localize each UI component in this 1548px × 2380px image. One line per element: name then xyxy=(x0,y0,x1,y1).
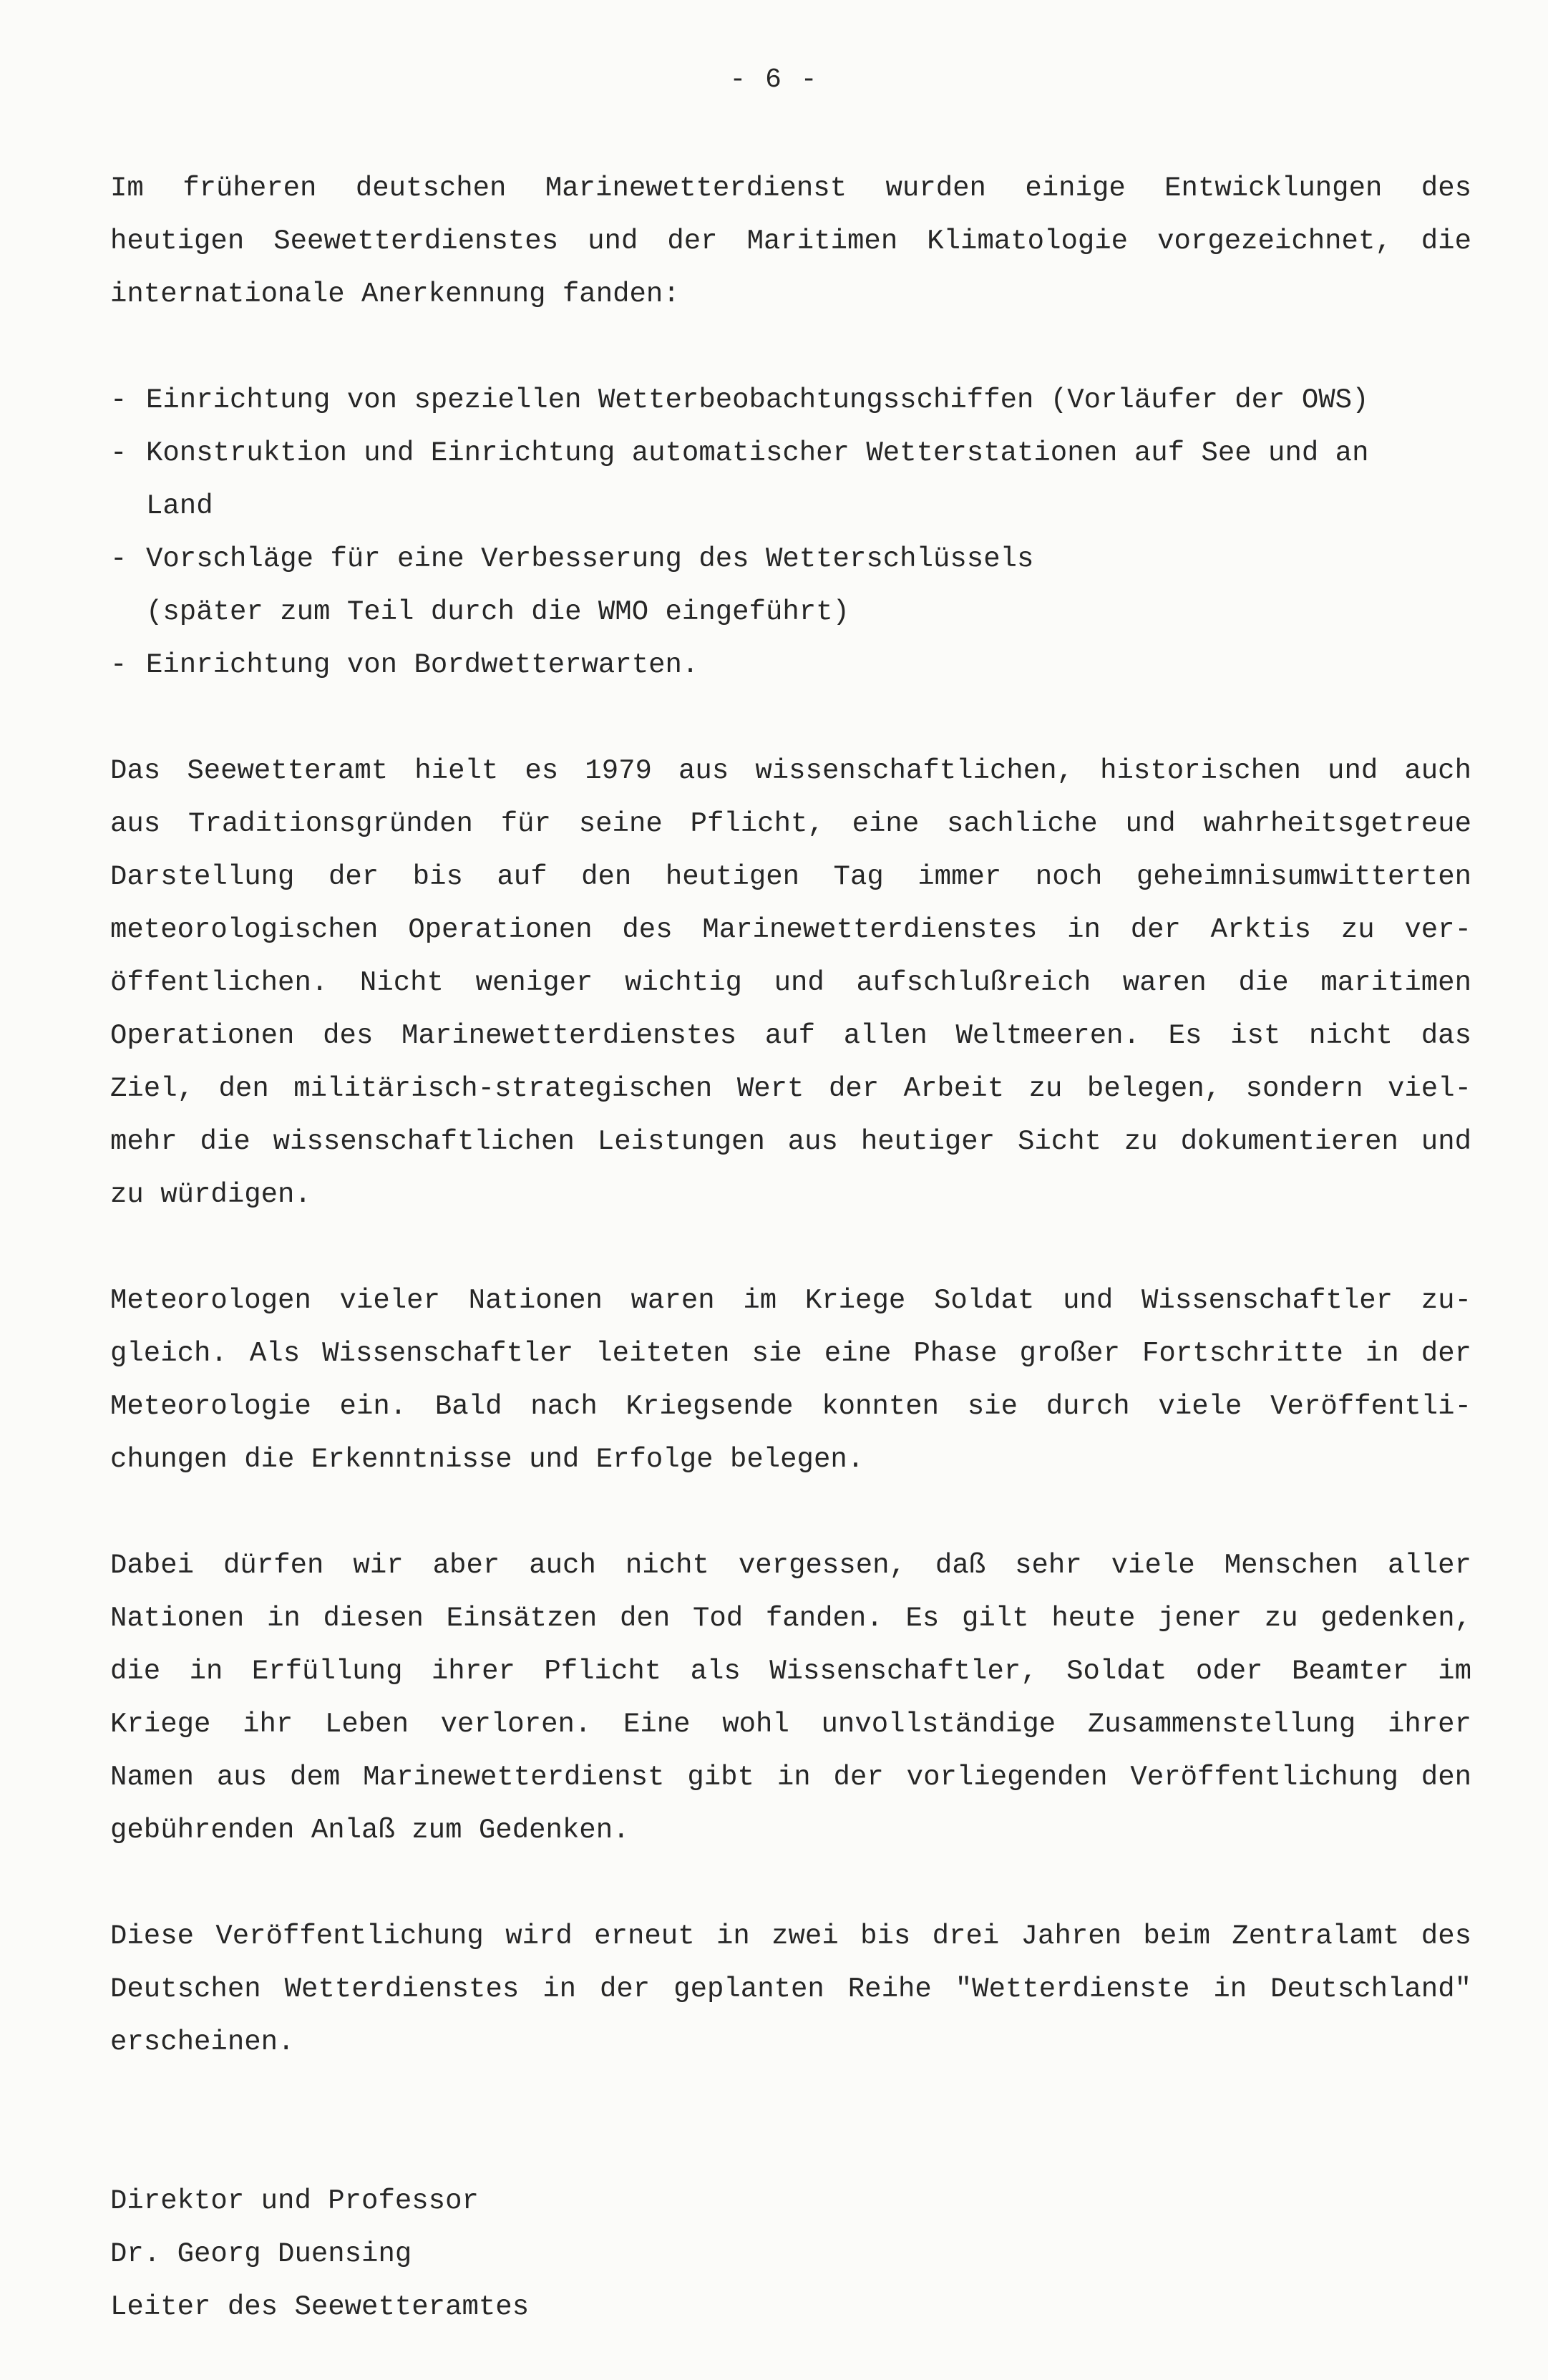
paragraph-4 xyxy=(110,1539,1471,1857)
text-line: Deutschen Wetterdienstes in der geplanten Reihe "Wetterdienste in Deutschland" xyxy=(110,1973,1471,2005)
signatory-title: Direktor und Professor xyxy=(110,2185,479,2217)
list-item xyxy=(110,374,1471,427)
signature-block xyxy=(110,2175,1471,2333)
text-line: chungen die Erkenntnisse und Erfolge belegen. xyxy=(110,1444,865,1475)
text-line: Namen aus dem Marinewetterdienst gibt in der vorliegenden Veröffentlichung den xyxy=(110,1762,1471,1793)
list-dash: - xyxy=(110,384,127,416)
text-line: zu würdigen. xyxy=(110,1179,311,1210)
list-item xyxy=(110,533,1471,638)
text-line: Kriege ihr Leben verloren. Eine wohl unvollständige Zusammenstellung ihrer xyxy=(110,1709,1471,1740)
list-dash: - xyxy=(110,437,127,469)
text-line: öffentlichen. Nicht weniger wichtig und aufschlußreich waren die maritimen xyxy=(110,967,1471,999)
signatory-name: Dr. Georg Duensing xyxy=(110,2238,412,2270)
text-line: mehr die wissenschaftlichen Leistungen aus heutiger Sicht zu dokumentieren und xyxy=(110,1126,1471,1157)
list-item-text: Land xyxy=(146,490,213,522)
text-line: Im früheren deutschen Marinewetterdienst wurden einige Entwicklungen des xyxy=(110,173,1471,204)
text-line: Meteorologen vieler Nationen waren im Kriege Soldat und Wissenschaftler zu- xyxy=(110,1285,1471,1316)
list-dash: - xyxy=(110,543,127,575)
paragraph-intro xyxy=(110,162,1471,321)
list-item-text: Einrichtung von Bordwetterwarten. xyxy=(146,649,699,681)
text-line: internationale Anerkennung fanden: xyxy=(110,278,680,310)
list-item-text: Vorschläge für eine Verbesserung des Wetterschlüssels xyxy=(146,543,1034,575)
development-list xyxy=(110,374,1471,691)
text-line: Operationen des Marinewetterdienstes auf allen Weltmeeren. Es ist nicht das xyxy=(110,1020,1471,1051)
text-line: die in Erfüllung ihrer Pflicht als Wissenschaftler, Soldat oder Beamter im xyxy=(110,1656,1471,1687)
list-item xyxy=(110,638,1471,691)
list-item xyxy=(110,427,1471,533)
text-line: erscheinen. xyxy=(110,2026,295,2058)
text-line: Das Seewetteramt hielt es 1979 aus wissenschaftlichen, historischen und auch xyxy=(110,755,1471,787)
list-dash: - xyxy=(110,649,127,681)
paragraph-2 xyxy=(110,744,1471,1221)
text-line: gleich. Als Wissenschaftler leiteten sie eine Phase großer Fortschritte in der xyxy=(110,1338,1471,1369)
text-line: aus Traditionsgründen für seine Pflicht, eine sachliche und wahrheitsgetreue xyxy=(110,808,1471,840)
text-line: heutigen Seewetterdienstes und der Maritimen Klimatologie vorgezeichnet, die xyxy=(110,225,1471,257)
text-line: meteorologischen Operationen des Marinewetterdienstes in der Arktis zu ver- xyxy=(110,914,1471,946)
text-line: Darstellung der bis auf den heutigen Tag immer noch geheimnisumwitterten xyxy=(110,861,1471,893)
page-number: - 6 - xyxy=(729,64,819,95)
text-line: Nationen in diesen Einsätzen den Tod fanden. Es gilt heute jener zu gedenken, xyxy=(110,1603,1471,1634)
text-line: Diese Veröffentlichung wird erneut in zwei bis drei Jahren beim Zentralamt des xyxy=(110,1920,1471,1952)
text-line: Meteorologie ein. Bald nach Kriegsende konnten sie durch viele Veröffentli- xyxy=(110,1391,1471,1422)
paragraph-3 xyxy=(110,1274,1471,1486)
text-line: gebührenden Anlaß zum Gedenken. xyxy=(110,1815,630,1846)
list-item-text: (später zum Teil durch die WMO eingeführt) xyxy=(146,596,850,628)
list-item-text: Einrichtung von speziellen Wetterbeobachtungsschiffen (Vorläufer der OWS) xyxy=(146,384,1369,416)
paragraph-5 xyxy=(110,1910,1471,2069)
signatory-position: Leiter des Seewetteramtes xyxy=(110,2291,530,2323)
list-item-text: Konstruktion und Einrichtung automatischer Wetterstationen auf See und an xyxy=(146,437,1369,469)
document-body xyxy=(110,162,1471,2333)
text-line: Dabei dürfen wir aber auch nicht vergessen, daß sehr viele Menschen aller xyxy=(110,1550,1471,1581)
text-line: Ziel, den militärisch-strategischen Wert der Arbeit zu belegen, sondern viel- xyxy=(110,1073,1471,1104)
